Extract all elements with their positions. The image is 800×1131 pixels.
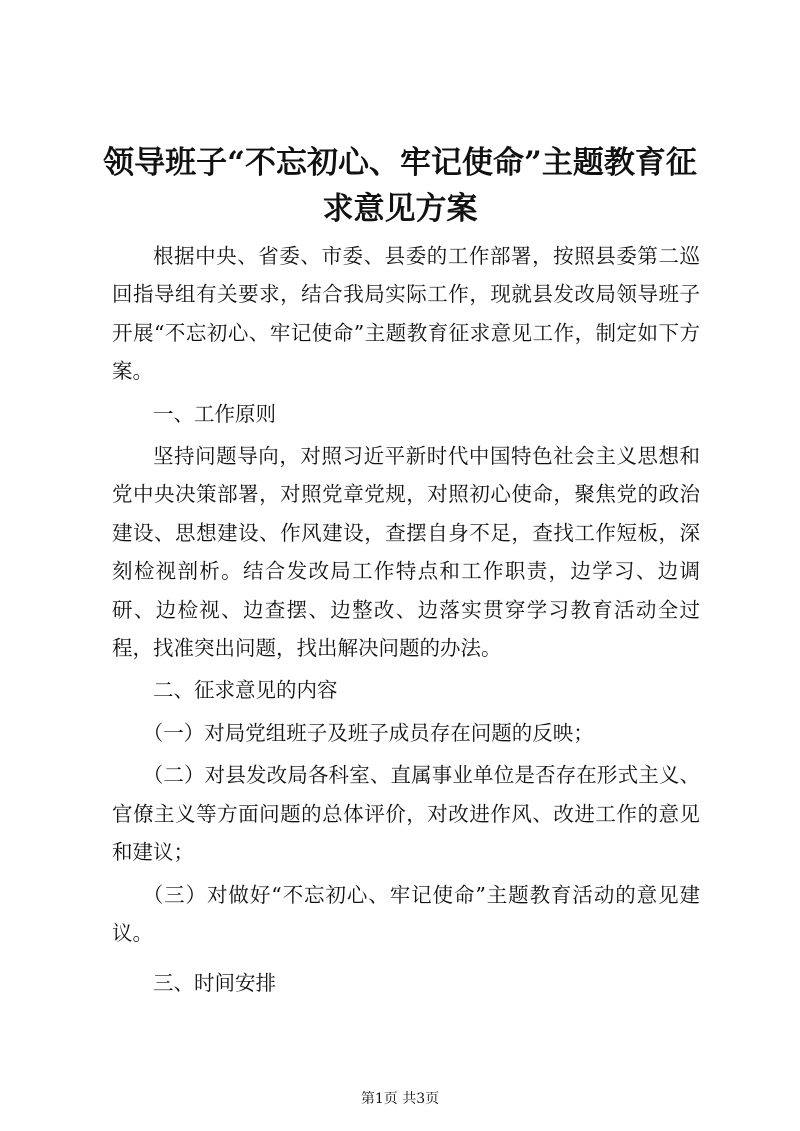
content-item-1: （一）对局党组班子及班子成员存在问题的反映；: [142, 720, 594, 745]
section-heading-content: 二、征求意见的内容: [153, 678, 338, 703]
document-title: 领导班子“不忘初心、牢记使命”主题教育征求意见方案: [103, 145, 697, 227]
principles-paragraph: 坚持问题导向，对照习近平新时代中国特色社会主义思想和党中央决策部署，对照党章党规，对照初心使命，聚焦党的政治建设、思想建设、作风建设，查摆自身不足，查找工作短板，深刻检视剖析。结合发改局工作特点和工作职责，边学习、边调研、边检视、边查摆、边整改、边落实贯穿学习教育活动全过程，找准突出问题，找出解决问题的办法。: [112, 444, 700, 661]
page-footer: 第1页 共3页: [360, 1091, 440, 1107]
content-item-2: （二）对县发改局各科室、直属事业单位是否存在形式主义、官僚主义等方面问题的总体评价，对改进作风、改进工作的意见和建议；: [112, 763, 700, 865]
document-body: [112, 237, 700, 1003]
intro-paragraph: 根据中央、省委、市委、县委的工作部署，按照县委第二巡回指导组有关要求，结合我局实际工作，现就县发改局领导班子开展“不忘初心、牢记使命”主题教育征求意见工作，制定如下方案。: [112, 244, 700, 384]
section-heading-principles: 一、工作原则: [153, 401, 276, 426]
content-item-3: （三）对做好“不忘初心、牢记使命”主题教育活动的意见建议。: [112, 882, 700, 945]
section-heading-schedule: 三、时间安排: [153, 971, 276, 996]
